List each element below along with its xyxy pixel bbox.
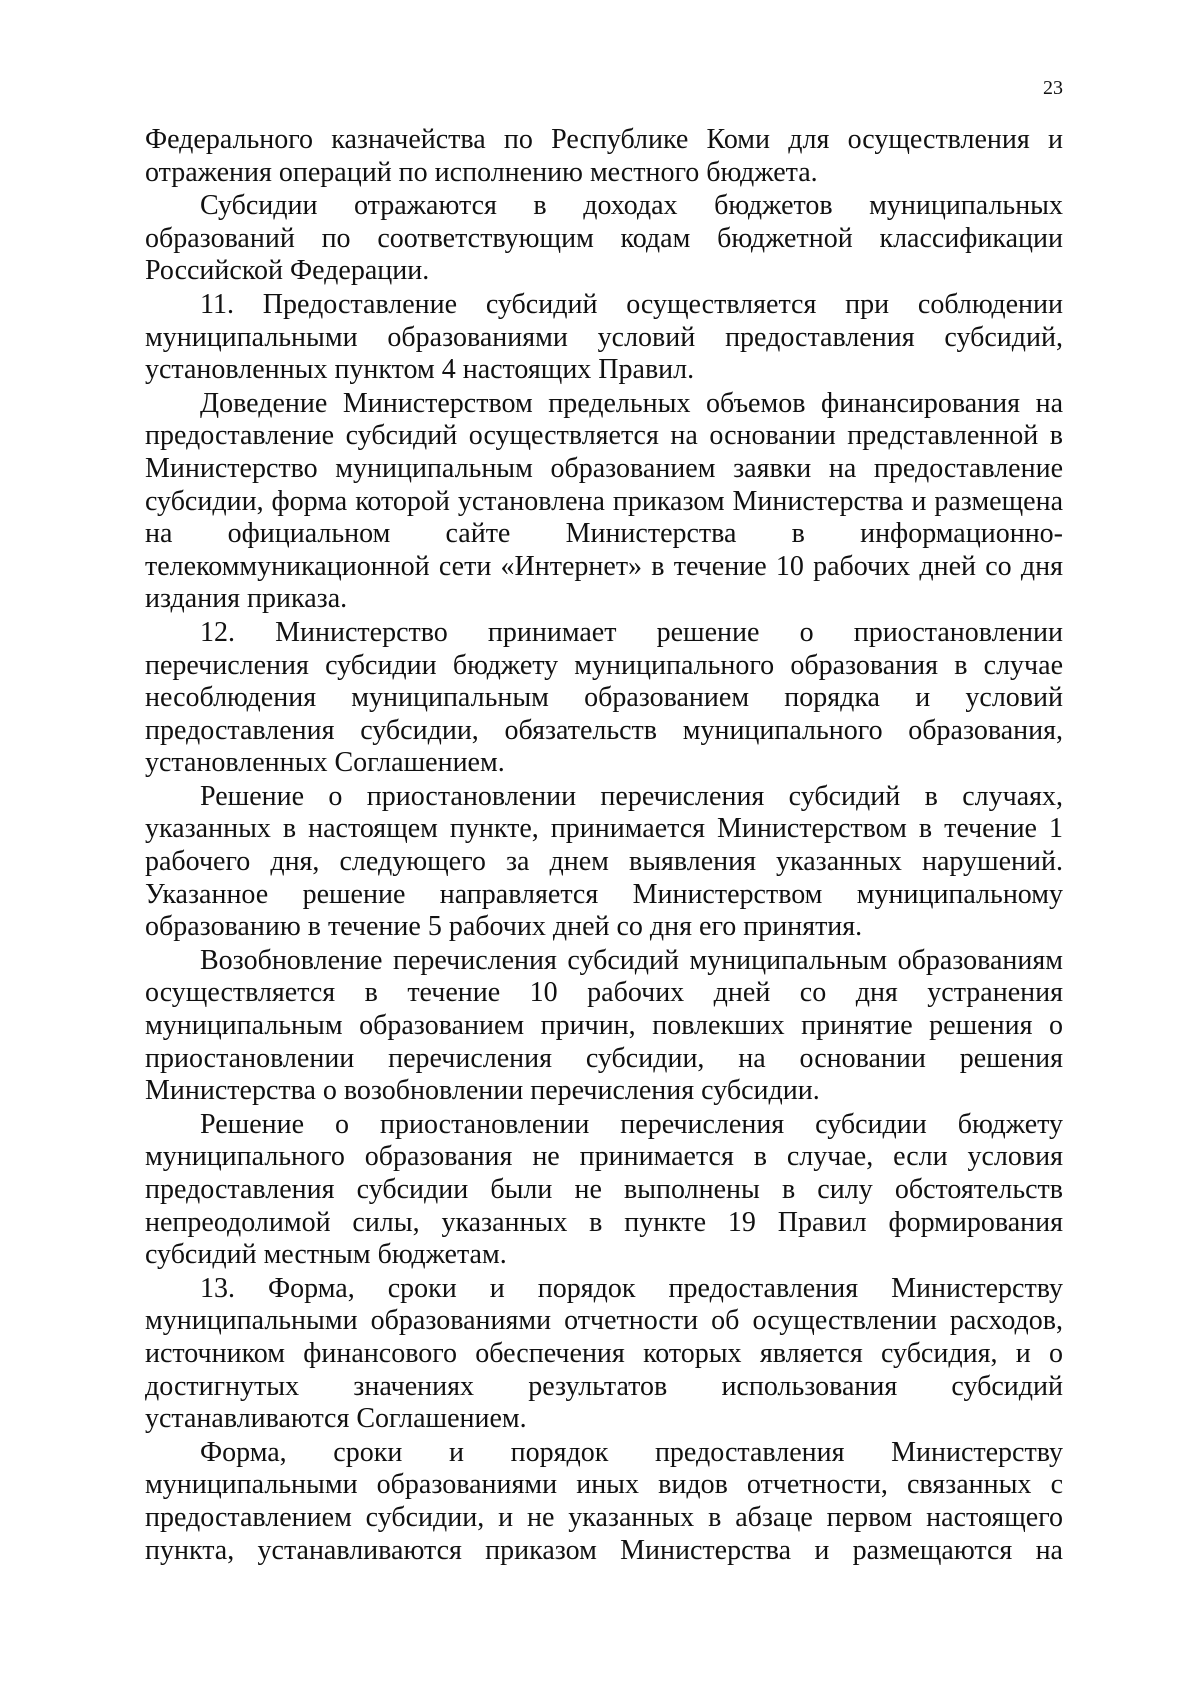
paragraph-7: Возобновление перечисления субсидий муниципальным образованиям осуществляется в течение 10 рабочих дней со дня устранения муниципальным образованием причин, повлекших принятие решения о приостановлении перечисления субсидии, на основании решения Министерства о возобновлении перечисления субсидии. (145, 944, 1063, 1107)
paragraph-2: Субсидии отражаются в доходах бюджетов муниципальных образований по соответствующим кодам бюджетной классификации Российской Федерации. (145, 190, 1063, 287)
paragraph-5: 12. Министерство принимает решение о приостановлении перечисления субсидии бюджету муниципального образования в случае несоблюдения муниципальным образованием порядка и условий предоставления субсидии, обязательств муниципального образования, установленных Соглашением. (145, 616, 1063, 779)
paragraph-6: Решение о приостановлении перечисления субсидий в случаях, указанных в настоящем пункте, принимается Министерством в течение 1 рабочего дня, следующего за днем выявления указанных нарушений. Указанное решение направляется Министерством муниципальному образованию в течение 5 рабочих дней со дня его принятия. (145, 780, 1063, 943)
paragraph-10: Форма, сроки и порядок предоставления Министерству муниципальными образованиями иных видов отчетности, связанных с предоставлением субсидии, и не указанных в абзаце первом настоящего пункта, устанавливаются приказом Министерства и размещаются на (145, 1436, 1063, 1566)
paragraph-8: Решение о приостановлении перечисления субсидии бюджету муниципального образования не принимается в случае, если условия предоставления субсидии были не выполнены в силу обстоятельств непреодолимой силы, указанных в пункте 19 Правил формирования субсидий местным бюджетам. (145, 1108, 1063, 1271)
page-number: 23 (1043, 77, 1063, 99)
paragraph-1: Федерального казначейства по Республике Коми для осуществления и отражения операций по исполнению местного бюджета. (145, 124, 1063, 188)
document-body (145, 124, 1063, 1568)
paragraph-4: Доведение Министерством предельных объемов финансирования на предоставление субсидий осуществляется на основании представленной в Министерство муниципальным образованием заявки на предоставление субсидии, форма которой установлена приказом Министерства и размещена на официальном сайте Министерства в информационно-телекоммуникационной сети «Интернет» в течение 10 рабочих дней со дня издания приказа. (145, 387, 1063, 615)
paragraph-3: 11. Предоставление субсидий осуществляется при соблюдении муниципальными образованиями условий предоставления субсидий, установленных пунктом 4 настоящих Правил. (145, 288, 1063, 386)
paragraph-9: 13. Форма, сроки и порядок предоставления Министерству муниципальными образованиями отчетности об осуществлении расходов, источником финансового обеспечения которых является субсидия, и о достигнутых значениях результатов использования субсидий устанавливаются Соглашением. (145, 1272, 1063, 1435)
